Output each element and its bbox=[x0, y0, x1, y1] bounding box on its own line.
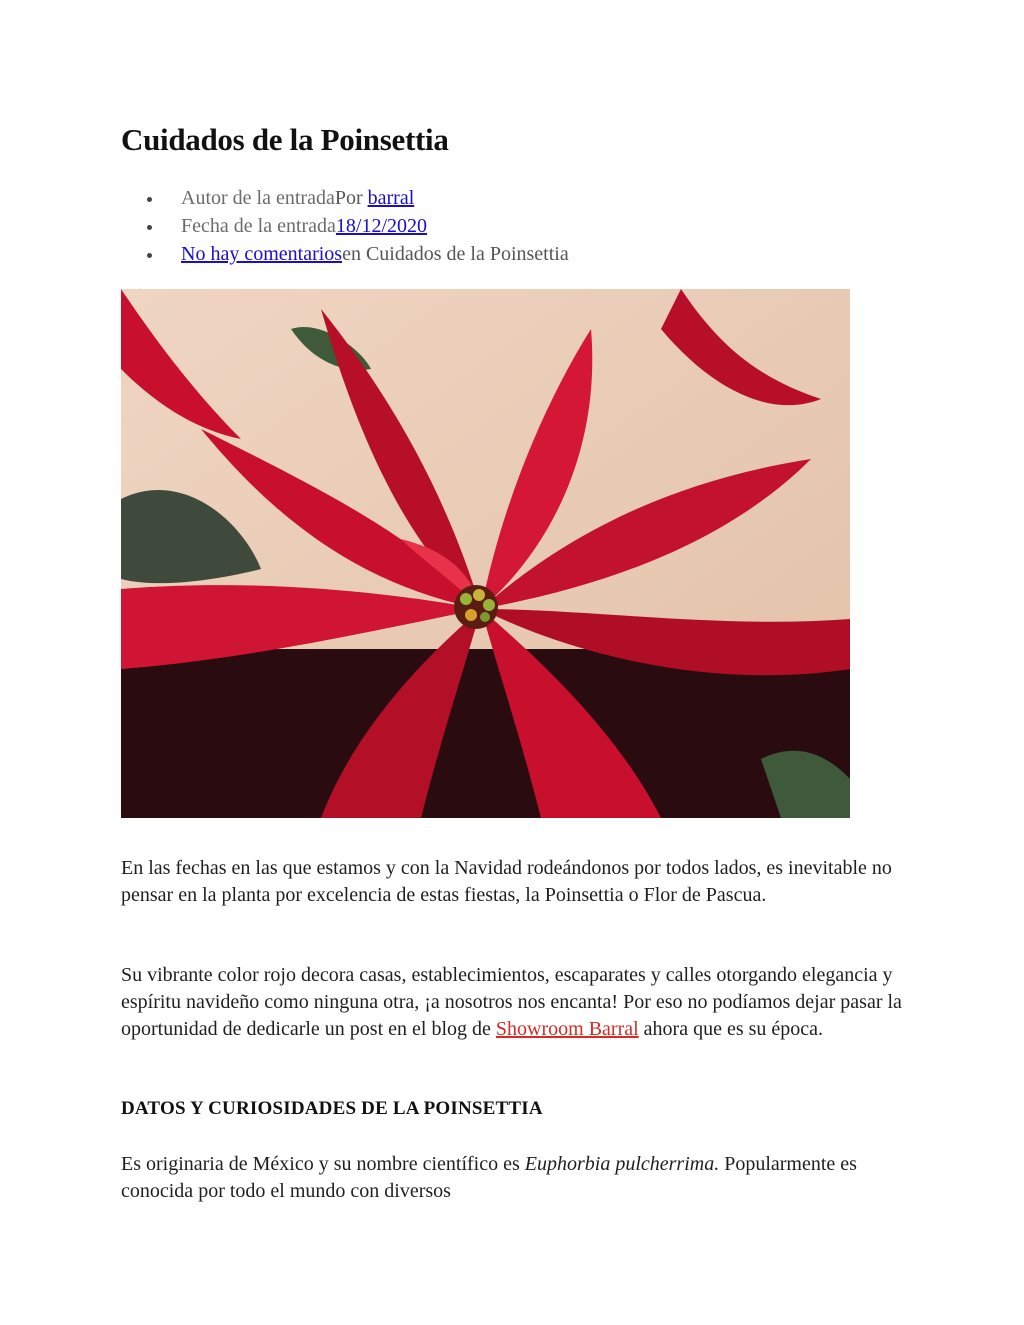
paragraph-3 bbox=[121, 1151, 911, 1205]
comments-suffix: en Cuidados de la Poinsettia bbox=[342, 243, 569, 265]
paragraph-3-text: Es originaria de México y su nombre científico es bbox=[121, 1153, 525, 1175]
paragraph-2-text: Su vibrante color rojo decora casas, establecimientos, escaparates y calles otorgando elegancia y espíritu navideño como ninguna otra, ¡a nosotros nos encanta! Por eso no podíamos dejar pasar la oportunidad de dedicarle un post en el blog de bbox=[121, 964, 902, 1040]
paragraph-origin bbox=[121, 1151, 911, 1205]
paragraph-2 bbox=[121, 962, 911, 1043]
author-prefix: Por bbox=[334, 187, 368, 209]
scientific-name: Euphorbia pulcherrima. bbox=[524, 1153, 720, 1175]
date-link[interactable]: 18/12/2020 bbox=[335, 215, 428, 237]
post-meta bbox=[121, 184, 569, 268]
poinsettia-photo bbox=[121, 289, 850, 818]
date-label: Fecha de la entrada bbox=[181, 215, 336, 237]
meta-comments bbox=[121, 240, 569, 268]
paragraph-2-tail: ahora que es su época. bbox=[638, 1018, 824, 1040]
meta-date bbox=[121, 212, 569, 240]
paragraph-intro bbox=[121, 855, 911, 909]
section-heading: DATOS Y CURIOSIDADES DE LA POINSETTIA bbox=[121, 1098, 543, 1119]
paragraph-1: En las fechas en las que estamos y con la Navidad rodeándonos por todos lados, es inevitable no pensar en la planta por excelencia de estas fiestas, la Poinsettia o Flor de Pascua. bbox=[121, 857, 892, 906]
meta-author bbox=[121, 184, 569, 212]
showroom-barral-link[interactable]: Showroom Barral bbox=[495, 1018, 639, 1040]
paragraph-3-tail: Popularmente es conocida por todo el mundo con diversos bbox=[121, 1153, 857, 1202]
page-title: Cuidados de la Poinsettia bbox=[121, 122, 449, 157]
paragraph-color bbox=[121, 962, 911, 1043]
comments-link[interactable]: No hay comentarios bbox=[181, 243, 343, 265]
author-label: Autor de la entrada bbox=[181, 187, 335, 209]
author-link[interactable]: barral bbox=[367, 187, 415, 209]
